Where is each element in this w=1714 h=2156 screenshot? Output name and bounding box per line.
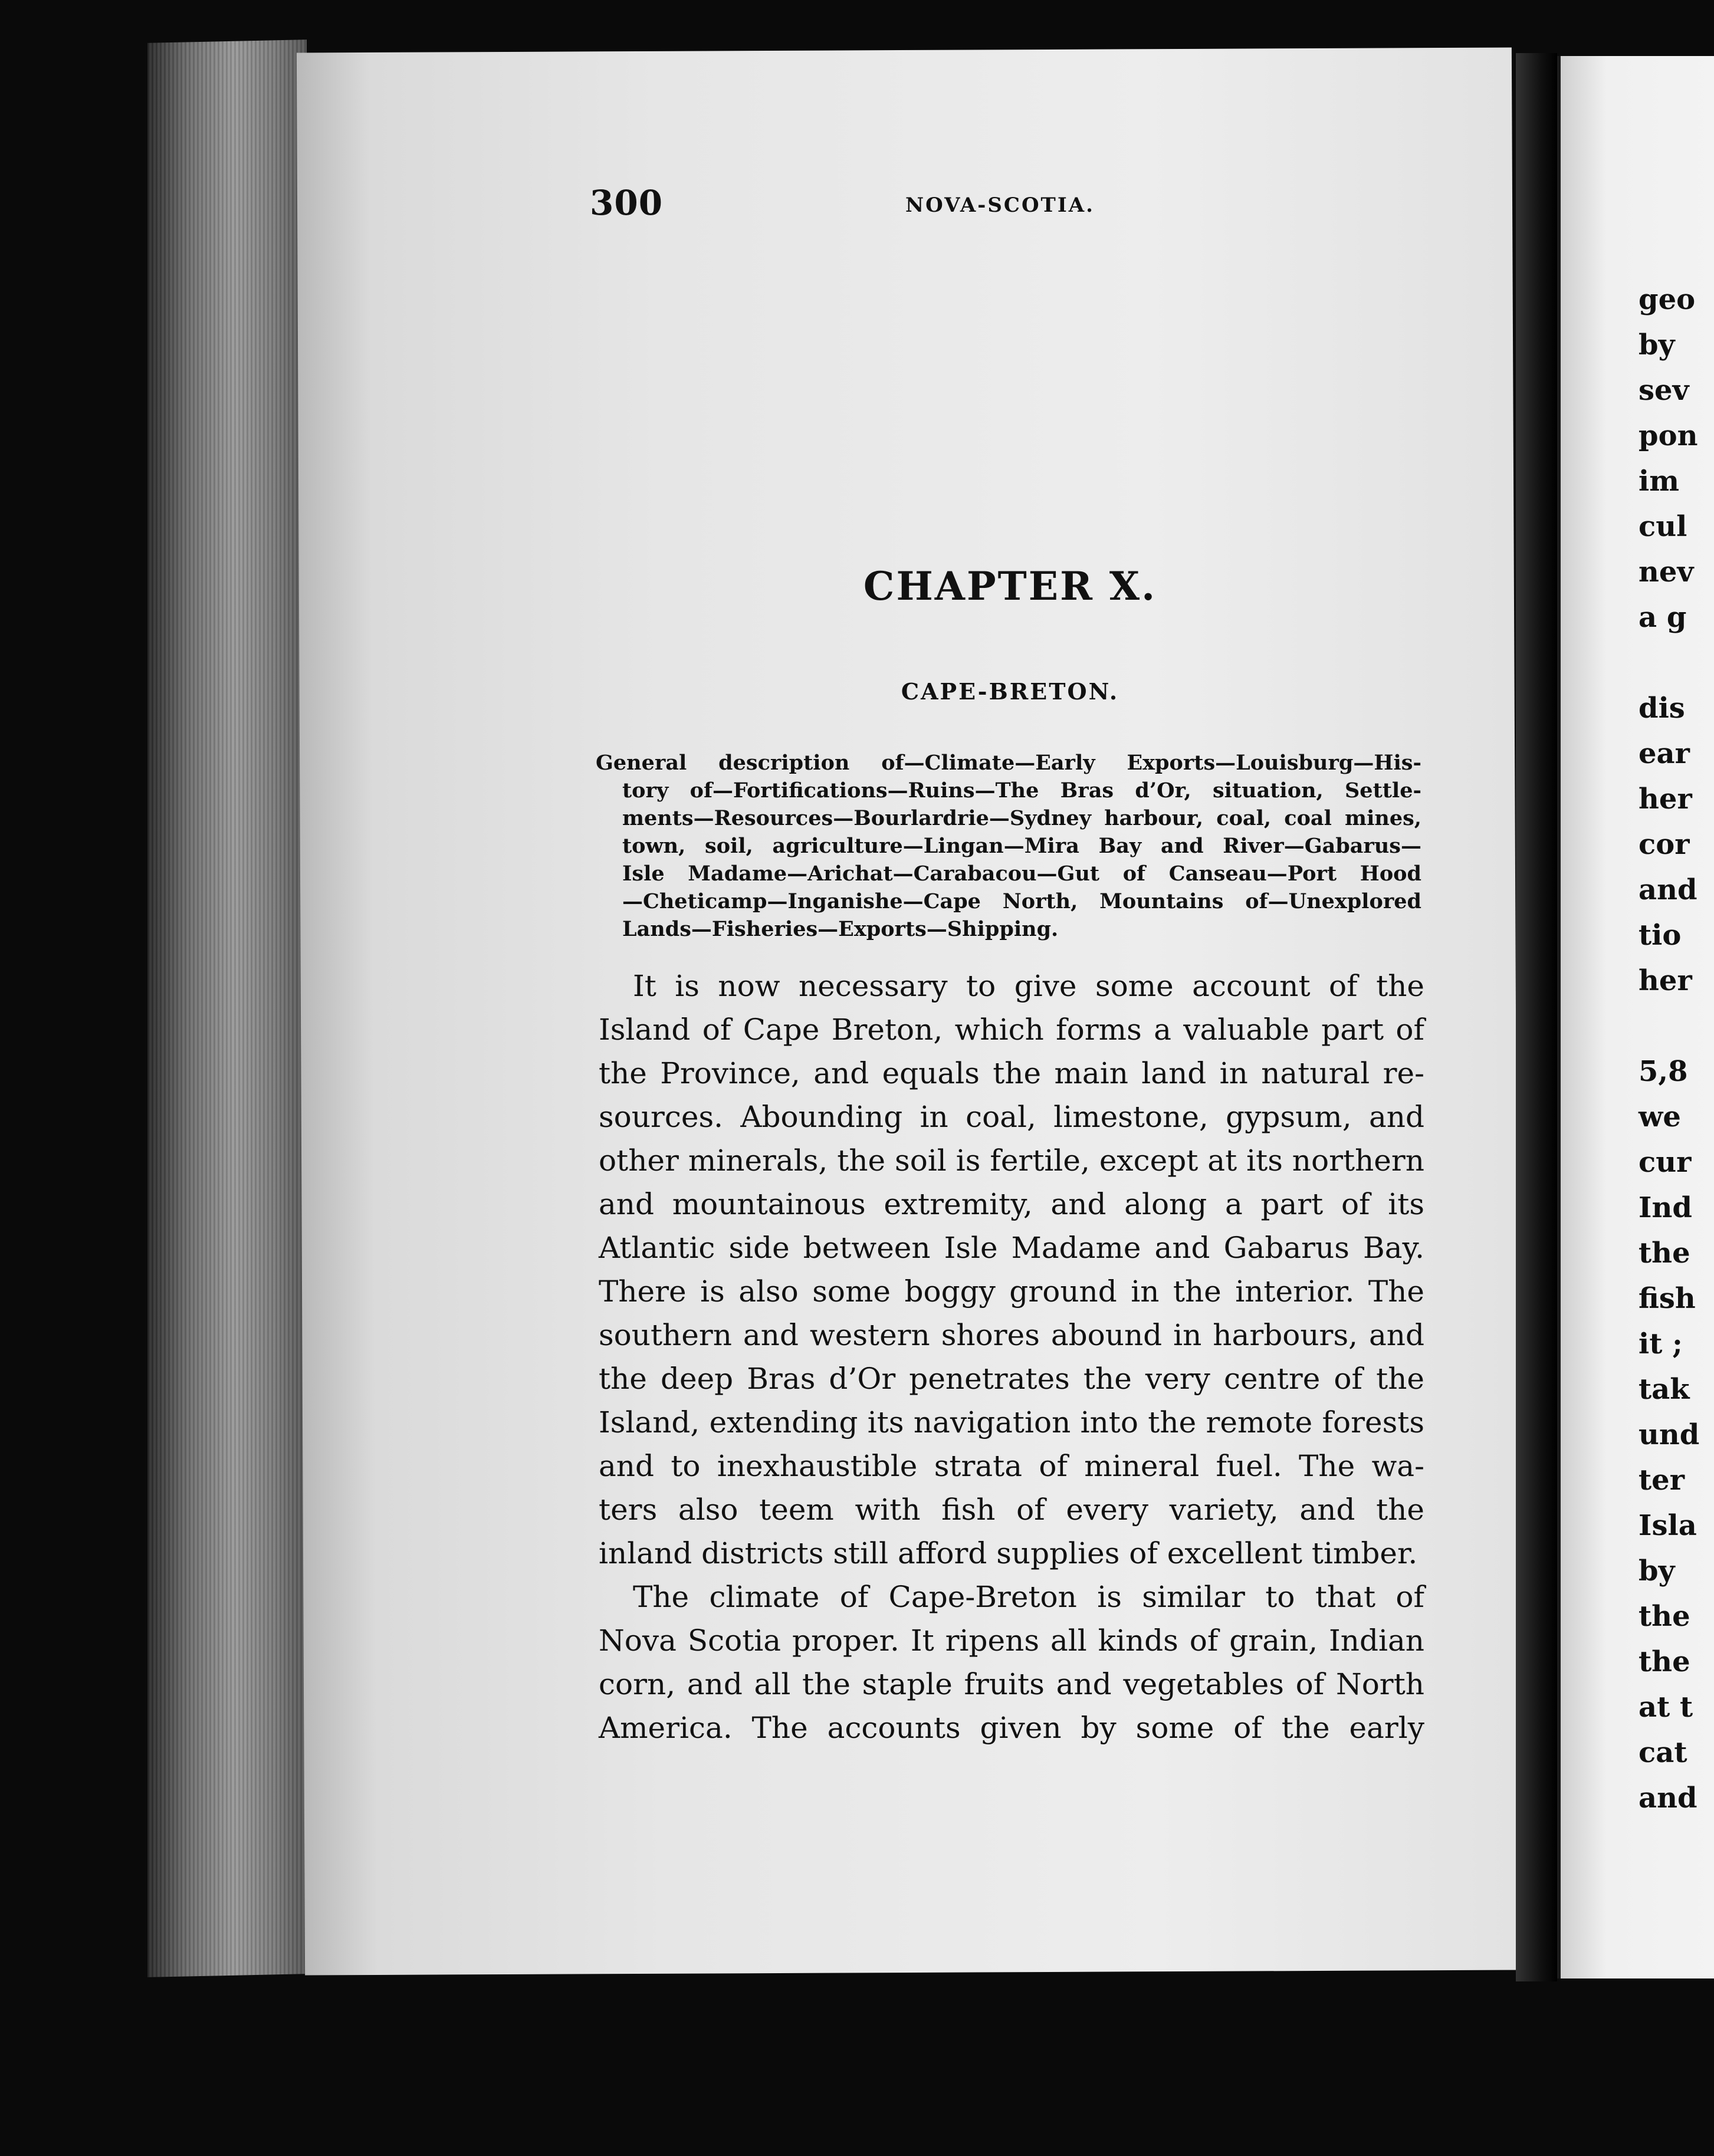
facing-line: dis [1639,692,1685,725]
facing-line: her [1639,783,1692,816]
facing-line: tak [1639,1373,1690,1406]
facing-line: und [1639,1418,1700,1451]
body-line: and to inexhaustible strata of mineral fuel. The wa- [599,1449,1424,1483]
synopsis-line: ments—Resources—Bourlardrie—Sydney harbour, coal, coal mines, [622,806,1421,830]
facing-page [1557,56,1714,1978]
facing-line: and [1639,873,1697,906]
facing-line: cul [1639,510,1687,543]
body-line: the Province, and equals the main land in natural re- [599,1056,1424,1090]
body-line: other minerals, the soil is fertile, except at its northern [599,1143,1424,1178]
facing-page-text [1639,277,1700,1821]
body-line: sources. Abounding in coal, limestone, gypsum, and [599,1100,1424,1134]
facing-line: the [1639,1645,1690,1678]
book-gutter [1516,53,1557,1981]
chapter-synopsis [596,749,1421,943]
facing-line: sev [1639,374,1689,407]
body-line: Nova Scotia proper. It ripens all kinds of grain, Indian [599,1623,1424,1658]
facing-line: cat [1639,1736,1687,1769]
facing-line: im [1639,465,1680,498]
facing-line: it ; [1639,1327,1683,1360]
facing-line: by [1639,328,1675,361]
facing-line: a g [1639,601,1687,634]
body-line: the deep Bras d’Or penetrates the very centre of the [599,1362,1424,1396]
running-head-title: NOVA-SCOTIA. [905,193,1095,217]
facing-line: tio [1639,919,1682,952]
facing-line: by [1639,1554,1675,1588]
facing-line: and [1639,1782,1697,1815]
body-line: southern and western shores abound in harbours, and [599,1318,1424,1352]
facing-line: cur [1639,1146,1692,1179]
body-line: ters also teem with fish of every variety, and the [599,1493,1424,1527]
body-line: There is also some boggy ground in the interior. The [599,1274,1424,1309]
body-line: corn, and all the staple fruits and vegetables of North [599,1667,1424,1701]
facing-line [1639,640,1686,686]
body-line: The climate of Cape-Breton is similar to that of [633,1580,1424,1614]
facing-line: cor [1639,828,1690,861]
facing-line: pon [1639,419,1698,452]
facing-line: nev [1639,556,1694,589]
synopsis-line: Isle Madame—Arichat—Carabacou—Gut of Canseau—Port Hood [622,862,1421,886]
body-line: inland districts still afford supplies of excellent timber. [599,1536,1418,1570]
facing-line: the [1639,1600,1690,1633]
body-line: Atlantic side between Isle Madame and Gabarus Bay. [599,1231,1424,1265]
body-line: Island, extending its navigation into the remote forests [599,1405,1424,1439]
body-line: America. The accounts given by some of the early [599,1711,1424,1745]
facing-line: 5,8 [1639,1055,1688,1088]
synopsis-line: Lands—Fisheries—Exports—Shipping. [622,917,1059,941]
facing-line: ter [1639,1464,1685,1497]
synopsis-line: —Cheticamp—Inganishe—Cape North, Mountains of—Unexplored [622,889,1421,913]
body-line: and mountainous extremity, and along a part of its [599,1187,1424,1221]
facing-line: we [1639,1100,1681,1133]
synopsis-line: tory of—Fortifications—Ruins—The Bras d’Or, situation, Settle- [622,778,1421,803]
book-page-edges [147,40,307,1977]
synopsis-line: town, soil, agriculture—Lingan—Mira Bay and River—Gabarus— [622,834,1421,858]
facing-line: fish [1639,1282,1696,1315]
page-number: 300 [590,183,664,223]
body-text [599,964,1424,1750]
body-line: Island of Cape Breton, which forms a valuable part of [599,1013,1424,1047]
facing-line: Ind [1639,1191,1692,1224]
chapter-title: CHAPTER X. [863,563,1157,609]
facing-line: the [1639,1237,1690,1270]
facing-line: ear [1639,737,1690,770]
facing-line: geo [1639,283,1696,316]
facing-line: at t [1639,1691,1693,1724]
body-line: It is now necessary to give some account of the [633,969,1424,1003]
facing-line: Isla [1639,1509,1697,1542]
section-title: CAPE-BRETON. [901,678,1119,705]
running-head [590,183,1433,230]
synopsis-line: General description of—Climate—Early Exports—Louisburg—His- [596,751,1421,775]
facing-line: her [1639,964,1692,997]
facing-line [1639,1004,1686,1049]
